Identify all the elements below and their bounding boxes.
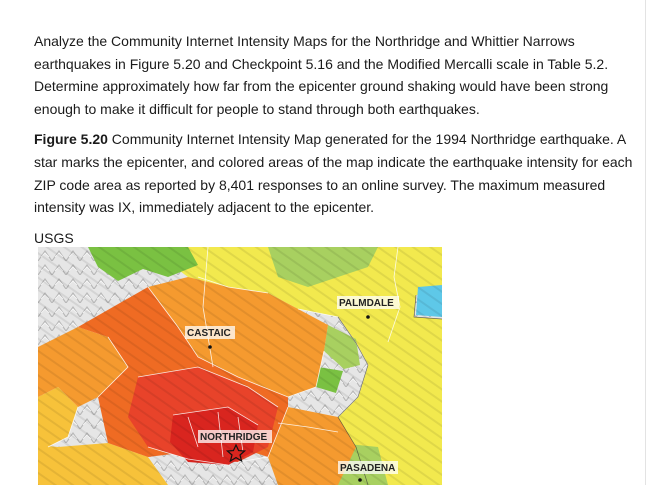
figure-caption xyxy=(34,128,634,218)
figure-caption-text: Community Internet Intensity Map generated for the 1994 Northridge earthquake. A star marks the epicenter, and colored areas of the map indicate the earthquake intensity for each ZIP code area as reported by 8,401 responses to an online survey. The maximum measured intensity was IX, immediately adjacent to the epicenter. xyxy=(34,131,633,216)
article-body xyxy=(34,30,634,249)
pasadena-marker xyxy=(358,478,362,482)
intensity-map-graphic xyxy=(38,247,442,485)
northridge-label: NORTHRIDGE xyxy=(200,432,268,443)
intro-paragraph: Analyze the Community Internet Intensity Maps for the Northridge and Whittier Narrows earthquakes in Figure 5.20 and Checkpoint 5.16 and the Modified Mercalli scale in Table 5.2. Determine approximately how far from the epicenter ground shaking would have been strong enough to make it difficult for people to stand through both earthquakes. xyxy=(34,33,609,117)
figure-credit: USGS xyxy=(34,229,74,246)
castaic-label: CASTAIC xyxy=(187,328,231,339)
castaic-marker xyxy=(208,345,212,349)
pasadena-label: PASADENA xyxy=(340,463,396,474)
figure-label: Figure 5.20 xyxy=(34,131,108,148)
palmdale-marker xyxy=(366,315,370,319)
intensity-map xyxy=(38,247,442,485)
palmdale-label: PALMDALE xyxy=(339,298,394,309)
